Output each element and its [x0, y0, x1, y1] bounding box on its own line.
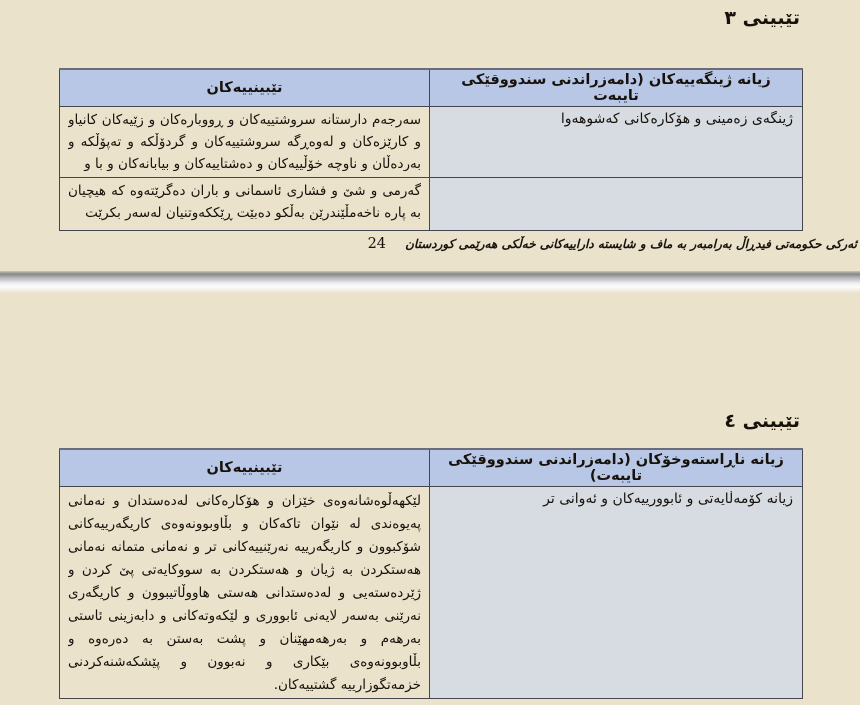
table-row	[60, 178, 803, 231]
note3-title: تێبینی ٣	[724, 7, 800, 29]
note3-notes-text-2: گەرمی و شێ و فشاری ئاسمانی و باران دەگرێتەوە کە هیچیان بە پارە ناخەمڵێندرێن بەڵکو دەبێت ڕێککەوتنیان لەسەر بکرێت	[68, 183, 421, 221]
note4-notes-column-header: تێبینییەکان	[60, 449, 430, 487]
page-number: 24	[367, 236, 387, 252]
note3-table-header-row	[60, 69, 803, 107]
note4-damage-column-header: زیانە ناڕاستەوخۆکان (دامەزراندنی سندووقێکی تایبەت)	[430, 449, 803, 487]
note3-notes-cell-2	[60, 178, 430, 231]
page-footer	[368, 233, 857, 252]
note4-table-header-row	[60, 449, 803, 487]
note4-title: تێبینی ٤	[724, 410, 800, 432]
note3-damage-cell-2	[430, 178, 803, 231]
page-separator	[0, 271, 860, 293]
note4-notes-text-1: لێکهەڵوەشانەوەی خێزان و هۆکارەکانی لەدەستدان و نەمانی پەیوەندی لە نێوان تاکەکان و بڵاوبوونەوەی کاریگەرییەکانی شۆکبوون و کاریگەرییە نەرێنییەکانی تر و نەمانی متمانە نەمانی هەستکردن بە ژیان و هەستکردن بە سووکایەتی پێ کردن و ژێردەستەیی و لەدەستدانی هەستی هاووڵاتیبوون و کاریگەری نەرێنی بەسەر لایەنی ئابووری و لێکەوتەکانی و دابەزینی ئاستی بەرهەم و بەرهەمهێنان و پشت بەستن بە دەرەوە و بڵاوبوونەوەی بێکاری و نەبوون و پێشکەشنەکردنی خزمەتگوزارییە گشتییەکان.	[68, 493, 421, 693]
running-book-title: ئەرکی حکومەتی فیدڕاڵ بەرامبەر بە ماف و شایستە داراییەکانی خەڵکی هەرێمی کوردستان	[405, 237, 857, 251]
note4-damage-cell-1	[430, 487, 803, 699]
note3-damage-column-header: زیانە ژینگەییەکان (دامەزراندنی سندووقێکی تایبەت	[430, 69, 803, 107]
note3-notes-cell-1	[60, 107, 430, 178]
note4-table	[59, 448, 803, 699]
note3-damage-text-1: ژینگەی زەمینی و هۆکارەکانی کەشوهەوا	[560, 111, 793, 127]
note4-damage-text-1: زیانە کۆمەڵایەتی و ئابوورییەکان و ئەوانی تر	[543, 491, 793, 507]
note3-notes-column-header: تێبینییەکان	[60, 69, 430, 107]
note3-damage-cell-1	[430, 107, 803, 178]
table-row	[60, 487, 803, 699]
note3-damage-text-2	[439, 182, 793, 226]
note3-notes-text-1: سەرجەم دارستانە سروشتییەکان و ڕووبارەکان و زێیەکان کانیاو و کارێزەکان و لەوەڕگە سروشتییەکان و گردۆڵکە و تەپۆڵکە و بەردەڵان و ناوچە خۆڵییەکان و دەشتاییەکان و بیابانەکان و با و	[68, 112, 421, 171]
table-row	[60, 107, 803, 178]
note4-notes-cell-1	[60, 487, 430, 699]
note3-table	[59, 68, 803, 231]
